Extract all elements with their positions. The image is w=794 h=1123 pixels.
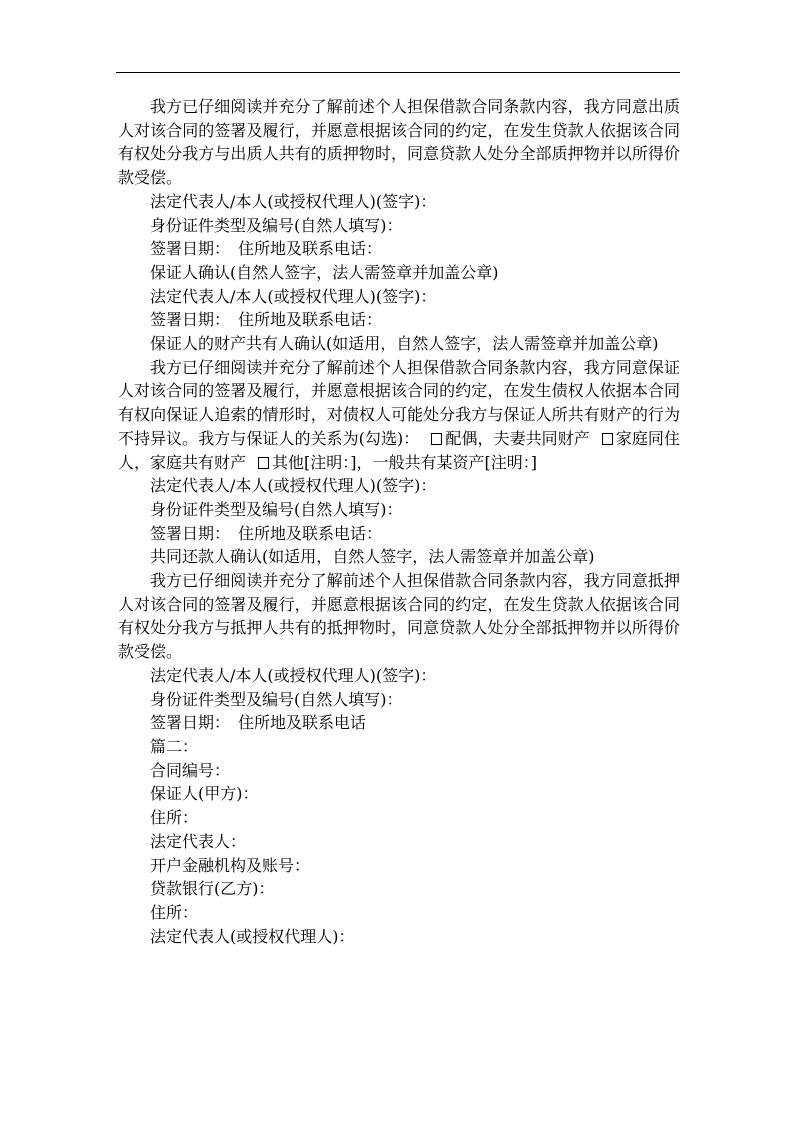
legal-rep-sign-line: 法定代表人/本人(或授权代理人)(签字)： bbox=[150, 665, 437, 685]
spouse-checkbox[interactable] bbox=[431, 433, 442, 445]
legal-rep-sign-line: 法定代表人/本人(或授权代理人)(签字)： bbox=[150, 191, 437, 211]
legal-rep-sign-line: 法定代表人/本人(或授权代理人)(签字)： bbox=[150, 476, 437, 496]
sign-date-line: 签署日期： 住所地及联系电话： bbox=[150, 523, 383, 543]
family-checkbox[interactable] bbox=[602, 433, 613, 445]
other-option-label: 其他[注明：]，一般共有某资产[注明：] bbox=[272, 452, 537, 472]
address-field: 住所： bbox=[150, 808, 199, 828]
legal-representative-agent-field: 法定代表人(或授权代理人)： bbox=[150, 926, 355, 946]
family-option-label: 家庭同住人，家庭共有财产 bbox=[118, 428, 680, 472]
id-type-line: 身份证件类型及编号(自然人填写)： bbox=[150, 499, 403, 519]
id-type-line: 身份证件类型及编号(自然人填写)： bbox=[150, 215, 403, 235]
lender-bank-field: 贷款银行(乙方)： bbox=[150, 879, 275, 899]
bank-account-field: 开户金融机构及账号： bbox=[150, 855, 311, 875]
other-checkbox[interactable] bbox=[258, 457, 269, 469]
mortgagor-consent-paragraph: 我方已仔细阅读并充分了解前述个人担保借款合同条款内容，我方同意抵押人对该合同的签署及履行，并愿意根据该合同的约定，在发生贷款人依据该合同有权处分我方与抵押人共有的抵押物时，同意贷款人处分全部抵押物并以所得价款受偿。 bbox=[118, 571, 680, 662]
document-body bbox=[118, 95, 680, 948]
part-two-heading: 篇二： bbox=[150, 736, 199, 756]
guarantor-confirm-heading: 保证人确认(自然人签字，法人需签章并加盖公章) bbox=[150, 262, 499, 282]
spouse-option-label: 配偶，夫妻共同财产 bbox=[445, 428, 590, 448]
guarantor-consent-text: 我方已仔细阅读并充分了解前述个人担保借款合同条款内容，我方同意保证人对该合同的签署及履行，并愿意根据该合同的约定，在发生债权人依据本合同有权向保证人追索的情形时，对债权人可能处分我方与保证人所共有财产的行为不持异议。我方与保证人的关系为(勾选)： bbox=[118, 357, 680, 448]
guarantor-consent-paragraph bbox=[118, 356, 680, 475]
guarantor-party-field: 保证人(甲方)： bbox=[150, 784, 259, 804]
id-type-line: 身份证件类型及编号(自然人填写)： bbox=[150, 689, 403, 709]
address-field: 住所： bbox=[150, 902, 199, 922]
legal-rep-sign-line: 法定代表人/本人(或授权代理人)(签字)： bbox=[150, 286, 437, 306]
sign-date-line: 签署日期： 住所地及联系电话： bbox=[150, 310, 383, 330]
pledgor-consent-paragraph: 我方已仔细阅读并充分了解前述个人担保借款合同条款内容，我方同意出质人对该合同的签署及履行，并愿意根据该合同的约定，在发生贷款人依据该合同有权处分我方与出质人共有的质押物时，同意贷款人处分全部质押物并以所得价款受偿。 bbox=[118, 97, 680, 188]
sign-date-line: 签署日期： 住所地及联系电话： bbox=[150, 239, 383, 259]
legal-representative-field: 法定代表人： bbox=[150, 831, 247, 851]
header-rule bbox=[116, 72, 680, 73]
sign-date-line: 签署日期： 住所地及联系电话 bbox=[150, 713, 367, 733]
contract-number-field: 合同编号： bbox=[150, 760, 231, 780]
co-repayer-confirm-heading: 共同还款人确认(如适用，自然人签字，法人需签章并加盖公章) bbox=[150, 547, 595, 567]
guarantor-property-owner-confirm: 保证人的财产共有人确认(如适用，自然人签字，法人需签章并加盖公章) bbox=[150, 334, 659, 354]
